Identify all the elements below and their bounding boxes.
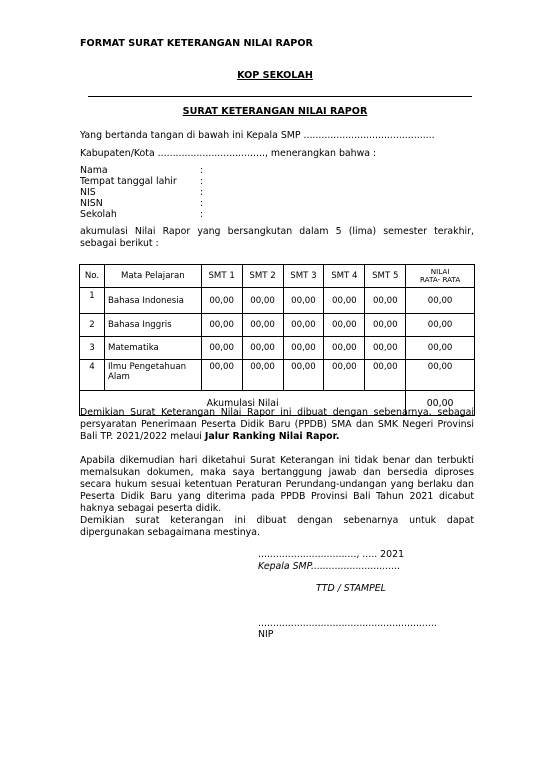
field-label-ttl: Tempat tanggal lahir (80, 176, 177, 187)
cell-subject: Ilmu Pengetahuan Alam (104, 360, 201, 391)
cell-smt2: 00,00 (242, 337, 283, 360)
kop-sekolah-heading: KOP SEKOLAH (237, 70, 313, 81)
cell-smt1: 00,00 (201, 337, 242, 360)
field-colon: : (200, 165, 204, 176)
closing-paragraph-1-emphasis: Jalur Ranking Nilai Rapor. (204, 431, 340, 442)
cell-smt4: 00,00 (324, 288, 365, 314)
field-colon: : (200, 198, 204, 209)
cell-no: 2 (80, 314, 105, 337)
total-value: 00,00 (406, 391, 475, 416)
cell-average: 00,00 (406, 314, 475, 337)
cell-smt2: 00,00 (242, 360, 283, 391)
cell-smt5: 00,00 (365, 337, 406, 360)
akumulasi-statement: akumulasi Nilai Rapor yang bersangkutan dalam 5 (lima) semester terakhir, sebagai berikut : (80, 226, 474, 249)
signature-stamp-label: TTD / STAMPEL (316, 583, 386, 594)
cell-no: 1 (80, 288, 105, 314)
field-colon: : (200, 176, 204, 187)
cell-smt3: 00,00 (283, 314, 324, 337)
intro-line-regency: Kabupaten/Kota ...................................., menerangkan bahwa : (80, 148, 377, 159)
header-smt3: SMT 3 (283, 265, 324, 288)
cell-smt2: 00,00 (242, 314, 283, 337)
cell-no: 3 (80, 337, 105, 360)
header-no: No. (80, 265, 105, 288)
cell-average: 00,00 (406, 337, 475, 360)
cell-smt5: 00,00 (365, 314, 406, 337)
cell-smt5: 00,00 (365, 360, 406, 391)
cell-smt2: 00,00 (242, 288, 283, 314)
table-row (80, 288, 475, 314)
closing-paragraph-3: Demikian surat keterangan ini dibuat dengan sebenarnya untuk dapat dipergunakan sebagaimana mestinya. (80, 515, 474, 538)
header-average (406, 265, 475, 288)
cell-smt3: 00,00 (283, 360, 324, 391)
total-label: Akumulasi Nilai (80, 391, 406, 416)
cell-smt1: 00,00 (201, 314, 242, 337)
table-row (80, 314, 475, 337)
grades-table (79, 264, 475, 416)
table-row (80, 337, 475, 360)
cell-no: 4 (80, 360, 105, 391)
header-smt2: SMT 2 (242, 265, 283, 288)
cell-smt1: 00,00 (201, 288, 242, 314)
header-divider (88, 96, 472, 97)
table-header-row (80, 265, 475, 288)
header-smt4: SMT 4 (324, 265, 365, 288)
header-average-line2: RATA- RATA (419, 275, 461, 284)
field-colon: : (200, 209, 204, 220)
cell-subject: Bahasa Inggris (104, 314, 201, 337)
header-average-line1: NILAI (430, 267, 450, 276)
signature-nip: NIP (258, 629, 274, 640)
field-label-nama: Nama (80, 165, 108, 176)
field-colon: : (200, 187, 204, 198)
cell-smt4: 00,00 (324, 337, 365, 360)
closing-paragraph-2: Apabila dikemudian hari diketahui Surat Keterangan ini tidak benar dan terbukti memalsukan dokumen, maka saya bertanggung jawab dan bersedia diproses secara hukum sesuai ketentuan Peraturan Perundang-undangan yang berlaku dan Peserta Didik Baru yang diterima pada PPDB Provinsi Bali Tahun 2021 dicabut haknya sebagai peserta didik. (80, 455, 474, 514)
cell-smt4: 00,00 (324, 314, 365, 337)
cell-smt3: 00,00 (283, 288, 324, 314)
field-label-nisn: NISN (80, 198, 103, 209)
cell-subject: Matematika (104, 337, 201, 360)
cell-smt3: 00,00 (283, 337, 324, 360)
header-subject: Mata Pelajaran (104, 265, 201, 288)
signature-kepala: Kepala SMP.............................. (258, 561, 401, 572)
closing-paragraph-1-text: Demikian Surat Keterangan Nilai Rapor ini dibuat dengan sebenarnya, sebagai persyaratan Penerimaan Peserta Didik Baru (PPDB) SMA dan SMK Negeri Provinsi Bali TP. 2021/2022 melaui (80, 407, 474, 442)
field-label-sekolah: Sekolah (80, 209, 117, 220)
table-row (80, 360, 475, 391)
field-label-nis: NIS (80, 187, 96, 198)
closing-paragraph-1 (80, 407, 474, 443)
signature-place-date: ................................., ..... 2021 (258, 549, 405, 560)
cell-average: 00,00 (406, 360, 475, 391)
header-smt5: SMT 5 (365, 265, 406, 288)
signature-name-line: ............................................................ (258, 618, 437, 629)
header-smt1: SMT 1 (201, 265, 242, 288)
cell-smt4: 00,00 (324, 360, 365, 391)
cell-subject: Bahasa Indonesia (104, 288, 201, 314)
intro-line-principal: Yang bertanda tangan di bawah ini Kepala SMP ............................................ (80, 130, 435, 141)
cell-smt5: 00,00 (365, 288, 406, 314)
cell-smt1: 00,00 (201, 360, 242, 391)
document-format-title: FORMAT SURAT KETERANGAN NILAI RAPOR (80, 38, 313, 49)
letter-title: SURAT KETERANGAN NILAI RAPOR (182, 106, 368, 117)
cell-average: 00,00 (406, 288, 475, 314)
